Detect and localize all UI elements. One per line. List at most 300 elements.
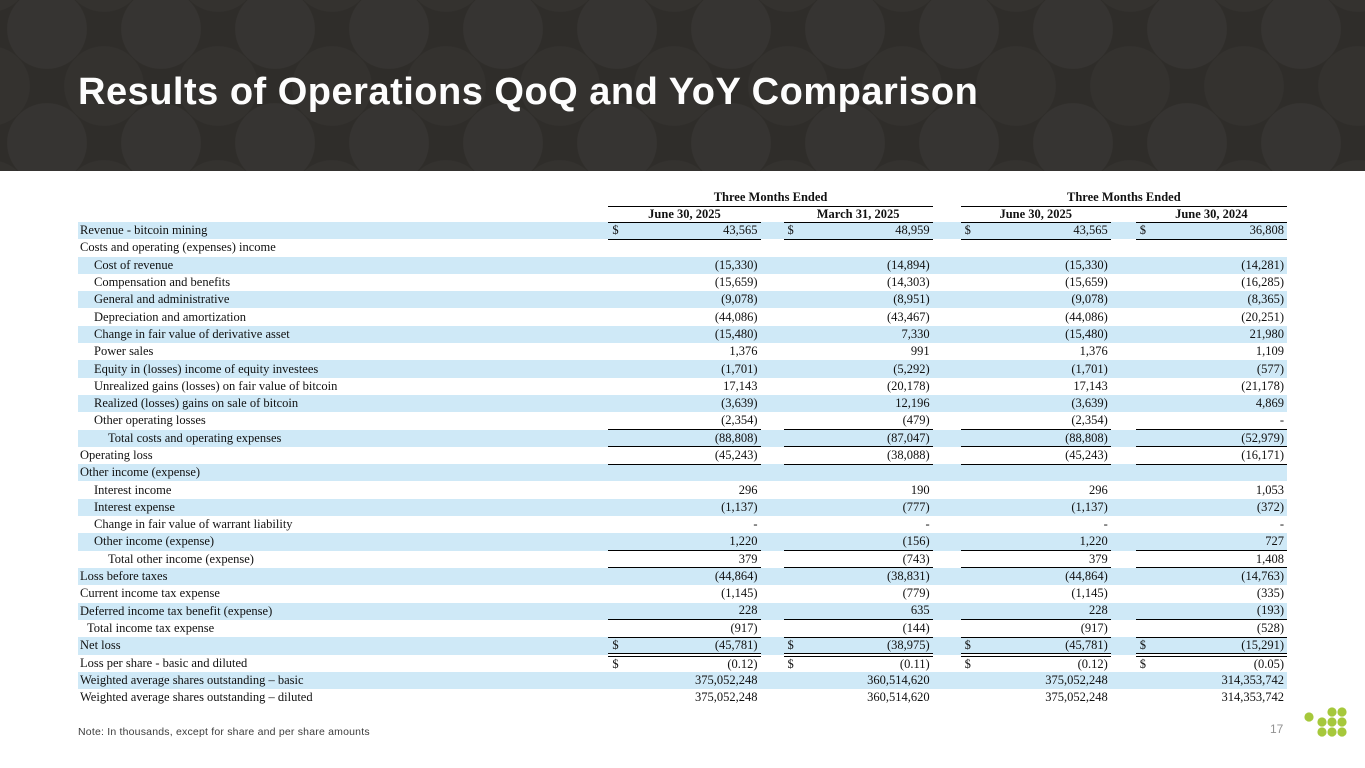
cell-value: [961, 308, 1111, 325]
cell-value: [1136, 516, 1287, 533]
numeric-value: (3,639): [721, 396, 758, 411]
numeric-value: 1,109: [1255, 344, 1284, 359]
row-label: Current income tax expense: [80, 586, 220, 601]
numeric-value: 635: [910, 603, 930, 618]
row-label: Costs and operating (expenses) income: [80, 240, 276, 255]
numeric-value: (45,781): [1065, 637, 1108, 652]
numeric-value: (479): [902, 413, 930, 428]
numeric-value: (372): [1256, 499, 1284, 514]
numeric-value: 17,143: [1073, 378, 1108, 393]
numeric-value: (14,281): [1241, 257, 1284, 272]
cell-value: [1136, 655, 1287, 672]
numeric-value: 314,353,742: [1221, 690, 1284, 705]
cell-value: [1136, 620, 1287, 637]
table-row: [78, 585, 1287, 602]
cell-value: [608, 326, 760, 343]
cell-value: [961, 689, 1111, 706]
cell-value: [608, 603, 760, 620]
cell-value: [784, 412, 933, 429]
numeric-value: (0.12): [1077, 656, 1108, 671]
page-title: Results of Operations QoQ and YoY Comparison: [78, 71, 979, 113]
cell-value: [608, 689, 760, 706]
table-row: [78, 655, 1287, 672]
cell-value: [784, 603, 933, 620]
table-row: [78, 620, 1287, 637]
cell-value: [608, 481, 760, 498]
table-row: [78, 395, 1287, 412]
cell-value: [961, 637, 1111, 655]
numeric-value: (15,480): [714, 326, 758, 341]
cell-value: [961, 412, 1111, 429]
numeric-value: (1,145): [1071, 586, 1108, 601]
numeric-value: (777): [902, 499, 930, 514]
cell-value: [961, 533, 1111, 550]
cell-value: [608, 516, 760, 533]
cell-value: [784, 533, 933, 550]
numeric-value: -: [1103, 517, 1108, 532]
cell-value: [608, 568, 760, 585]
cell-value: [1136, 274, 1287, 291]
cell-value: [1136, 343, 1287, 360]
table-row: [78, 326, 1287, 343]
numeric-value: 296: [1089, 482, 1108, 497]
numeric-value: (87,047): [886, 430, 930, 445]
cell-value: [1136, 672, 1287, 689]
dollar-sign: $: [612, 223, 619, 238]
table-row: [78, 516, 1287, 533]
row-label: General and administrative: [78, 291, 600, 308]
row-label: Other income (expense): [78, 533, 600, 550]
cell-value: [1136, 585, 1287, 602]
cell-value: [961, 620, 1111, 637]
table-row: [78, 257, 1287, 274]
numeric-value: (15,330): [1065, 257, 1108, 272]
row-label: Compensation and benefits: [94, 275, 231, 290]
footnote: Note: In thousands, except for share and per share amounts: [78, 726, 370, 738]
numeric-value: (14,894): [886, 257, 930, 272]
column-header: June 30, 2025: [608, 206, 760, 222]
numeric-value: (9,078): [721, 292, 758, 307]
cell-value: [608, 274, 760, 291]
table-row: [78, 343, 1287, 360]
numeric-value: 375,052,248: [1045, 673, 1108, 688]
cell-value: [1136, 603, 1287, 620]
cell-value: [608, 464, 760, 481]
row-label: Cost of revenue: [78, 257, 600, 274]
cell-value: [608, 499, 760, 516]
cell-value: [608, 620, 760, 637]
dollar-sign: $: [787, 223, 794, 238]
row-label: Other operating losses: [94, 413, 206, 428]
cell-value: [608, 360, 760, 377]
cell-value: [1136, 378, 1287, 395]
row-label: Interest expense: [78, 499, 600, 516]
cell-value: [961, 378, 1111, 395]
cell-value: [784, 430, 933, 447]
group-header-row: [78, 190, 1287, 206]
numeric-value: (577): [1256, 361, 1284, 376]
table-row: [78, 603, 1287, 620]
cell-value: [608, 551, 760, 568]
row-label: Total other income (expense): [108, 551, 254, 566]
numeric-value: (45,781): [714, 637, 758, 652]
dollar-sign: $: [1139, 656, 1147, 671]
cell-value: [608, 672, 760, 689]
numeric-value: (38,975): [886, 637, 930, 652]
cell-value: [608, 637, 760, 655]
cell-value: [961, 603, 1111, 620]
table-header: [78, 190, 1287, 222]
title-banner: [0, 0, 1365, 171]
numeric-value: 379: [1089, 551, 1108, 566]
date-header-row: [78, 206, 1287, 222]
numeric-value: -: [1279, 517, 1284, 532]
numeric-value: 375,052,248: [1045, 690, 1108, 705]
numeric-value: 314,353,742: [1221, 673, 1284, 688]
numeric-value: 36,808: [1249, 223, 1284, 238]
numeric-value: -: [1279, 413, 1284, 428]
cell-value: [608, 257, 760, 274]
cell-value: [1136, 637, 1287, 655]
row-label: Weighted average shares outstanding – basic: [78, 672, 600, 689]
row-label: Loss per share - basic and diluted: [80, 655, 248, 670]
dollar-sign: $: [964, 637, 971, 652]
numeric-value: 1,220: [1079, 534, 1108, 549]
numeric-value: (3,639): [1071, 396, 1108, 411]
row-label: Power sales: [94, 344, 154, 359]
column-header: June 30, 2024: [1136, 206, 1287, 222]
numeric-value: (0.11): [899, 656, 930, 671]
numeric-value: (193): [1256, 603, 1284, 618]
dot-matrix-logo-icon: [1302, 702, 1348, 742]
cell-value: [784, 291, 933, 308]
row-label: Change in fair value of warrant liability: [94, 517, 293, 532]
numeric-value: (2,354): [1071, 413, 1108, 428]
numeric-value: (0.05): [1253, 656, 1284, 671]
numeric-value: 1,220: [729, 534, 758, 549]
numeric-value: 190: [910, 482, 930, 497]
cell-value: [608, 378, 760, 395]
numeric-value: 228: [1089, 603, 1108, 618]
cell-value: [1136, 430, 1287, 447]
cell-value: [608, 447, 760, 464]
cell-value: [961, 481, 1111, 498]
cell-value: [1136, 395, 1287, 412]
cell-value: [1136, 551, 1287, 568]
numeric-value: (44,864): [1065, 569, 1108, 584]
row-label: Total costs and operating expenses: [78, 430, 600, 447]
row-label: Weighted average shares outstanding – diluted: [80, 690, 313, 705]
column-header: June 30, 2025: [961, 206, 1111, 222]
dollar-sign: $: [612, 637, 619, 652]
cell-value: [784, 222, 933, 239]
cell-value: [608, 395, 760, 412]
cell-value: [961, 568, 1111, 585]
cell-value: [784, 378, 933, 395]
cell-value: [608, 585, 760, 602]
numeric-value: (20,251): [1241, 309, 1284, 324]
cell-value: [1136, 464, 1287, 481]
table-row: [78, 239, 1287, 256]
cell-value: [608, 430, 760, 447]
table-row: [78, 430, 1287, 447]
table-body: [78, 222, 1287, 707]
numeric-value: 991: [910, 344, 930, 359]
cell-value: [961, 274, 1111, 291]
table-row: [78, 568, 1287, 585]
numeric-value: 727: [1265, 534, 1284, 549]
row-label: Other income (expense): [78, 464, 600, 481]
cell-value: [961, 447, 1111, 464]
table-row: [78, 464, 1287, 481]
cell-value: [1136, 689, 1287, 706]
numeric-value: (2,354): [721, 413, 758, 428]
cell-value: [608, 291, 760, 308]
numeric-value: (43,467): [886, 309, 930, 324]
numeric-value: 4,869: [1255, 396, 1284, 411]
group-header: Three Months Ended: [608, 190, 932, 206]
group-header: Three Months Ended: [961, 190, 1287, 206]
numeric-value: 12,196: [895, 396, 930, 411]
numeric-value: 43,565: [723, 223, 758, 238]
cell-value: [784, 516, 933, 533]
cell-value: [961, 672, 1111, 689]
table-row: [78, 308, 1287, 325]
row-label: Realized (losses) gains on sale of bitcoin: [78, 395, 600, 412]
numeric-value: 375,052,248: [695, 690, 758, 705]
cell-value: [608, 655, 760, 672]
numeric-value: (0.12): [727, 656, 758, 671]
numeric-value: (44,864): [714, 569, 758, 584]
cell-value: [1136, 412, 1287, 429]
table-row: [78, 360, 1287, 377]
dollar-sign: $: [787, 656, 794, 671]
dollar-sign: $: [1139, 223, 1147, 238]
numeric-value: 379: [738, 551, 758, 566]
cell-value: [608, 222, 760, 239]
cell-value: [784, 274, 933, 291]
cell-value: [784, 464, 933, 481]
numeric-value: 7,330: [901, 326, 930, 341]
cell-value: [784, 585, 933, 602]
numeric-value: (15,291): [1241, 637, 1284, 652]
cell-value: [784, 481, 933, 498]
cell-value: [1136, 499, 1287, 516]
numeric-value: (16,285): [1241, 275, 1284, 290]
table-row: [78, 274, 1287, 291]
row-label: Interest income: [94, 482, 172, 497]
dollar-sign: $: [612, 656, 619, 671]
row-label: Equity in (losses) income of equity investees: [78, 360, 600, 377]
cell-value: [608, 533, 760, 550]
cell-value: [961, 326, 1111, 343]
dollar-sign: $: [964, 656, 971, 671]
cell-value: [961, 395, 1111, 412]
cell-value: [784, 689, 933, 706]
table-row: [78, 551, 1287, 568]
numeric-value: (88,808): [714, 430, 758, 445]
numeric-value: -: [753, 517, 758, 532]
table-row: [78, 499, 1287, 516]
numeric-value: 43,565: [1073, 223, 1108, 238]
cell-value: [961, 499, 1111, 516]
cell-value: [961, 222, 1111, 239]
cell-value: [784, 257, 933, 274]
cell-value: [1136, 257, 1287, 274]
cell-value: [784, 239, 933, 256]
cell-value: [608, 239, 760, 256]
table-row: [78, 291, 1287, 308]
numeric-value: (52,979): [1241, 430, 1284, 445]
numeric-value: 1,376: [729, 344, 758, 359]
cell-value: [1136, 481, 1287, 498]
table-row: [78, 689, 1287, 706]
row-label: Total income tax expense: [87, 620, 215, 635]
cell-value: [608, 308, 760, 325]
cell-value: [784, 326, 933, 343]
table-row: [78, 533, 1287, 550]
table-row: [78, 481, 1287, 498]
numeric-value: 375,052,248: [695, 673, 758, 688]
numeric-value: (917): [730, 620, 758, 635]
results-table-container: [78, 190, 1287, 707]
numeric-value: 21,980: [1249, 326, 1284, 341]
numeric-value: (14,763): [1241, 569, 1284, 584]
numeric-value: (8,951): [893, 292, 930, 307]
cell-value: [784, 395, 933, 412]
cell-value: [1136, 308, 1287, 325]
cell-value: [961, 343, 1111, 360]
numeric-value: 296: [738, 482, 758, 497]
results-table: [78, 190, 1287, 707]
cell-value: [1136, 533, 1287, 550]
cell-value: [961, 464, 1111, 481]
numeric-value: (45,243): [714, 448, 758, 462]
row-label: Change in fair value of derivative asset: [78, 326, 600, 343]
numeric-value: 48,959: [895, 223, 930, 238]
numeric-value: (144): [902, 620, 930, 635]
cell-value: [784, 672, 933, 689]
cell-value: [784, 637, 933, 655]
cell-value: [961, 430, 1111, 447]
numeric-value: (1,137): [1071, 499, 1108, 514]
numeric-value: (15,330): [714, 257, 758, 272]
cell-value: [961, 239, 1111, 256]
cell-value: [784, 620, 933, 637]
numeric-value: (38,831): [886, 569, 930, 584]
cell-value: [1136, 447, 1287, 464]
row-label: Operating loss: [80, 448, 153, 462]
cell-value: [784, 360, 933, 377]
cell-value: [784, 499, 933, 516]
cell-value: [784, 568, 933, 585]
cell-value: [784, 343, 933, 360]
numeric-value: (9,078): [1071, 292, 1108, 307]
cell-value: [1136, 568, 1287, 585]
dollar-sign: $: [964, 223, 971, 238]
row-label: Deferred income tax benefit (expense): [78, 603, 600, 620]
table-row: [78, 447, 1287, 464]
cell-value: [961, 585, 1111, 602]
table-row: [78, 378, 1287, 395]
numeric-value: 228: [738, 603, 758, 618]
numeric-value: (8,365): [1247, 292, 1284, 307]
cell-value: [1136, 326, 1287, 343]
row-label: Loss before taxes: [78, 568, 600, 585]
numeric-value: (156): [902, 534, 930, 549]
row-label: Depreciation and amortization: [94, 309, 247, 324]
numeric-value: (1,701): [721, 361, 758, 376]
table-row: [78, 412, 1287, 429]
numeric-value: (16,171): [1241, 448, 1284, 462]
numeric-value: (1,701): [1071, 361, 1108, 376]
cell-value: [1136, 291, 1287, 308]
row-label: Revenue - bitcoin mining: [78, 222, 600, 239]
column-header: March 31, 2025: [784, 206, 933, 222]
numeric-value: (528): [1256, 620, 1284, 635]
numeric-value: 1,408: [1255, 551, 1284, 566]
cell-value: [784, 447, 933, 464]
cell-value: [784, 655, 933, 672]
cell-value: [1136, 360, 1287, 377]
cell-value: [961, 516, 1111, 533]
numeric-value: (779): [902, 586, 930, 601]
numeric-value: (38,088): [886, 448, 930, 462]
page-number: 17: [1270, 722, 1284, 736]
numeric-value: (14,303): [886, 275, 930, 290]
dollar-sign: $: [787, 637, 794, 652]
dollar-sign: $: [1139, 637, 1147, 652]
numeric-value: (44,086): [714, 309, 758, 324]
cell-value: [784, 551, 933, 568]
cell-value: [961, 360, 1111, 377]
numeric-value: (45,243): [1065, 448, 1108, 462]
cell-value: [961, 257, 1111, 274]
cell-value: [608, 412, 760, 429]
numeric-value: 1,376: [1079, 344, 1108, 359]
numeric-value: (743): [902, 551, 930, 566]
cell-value: [961, 655, 1111, 672]
numeric-value: 360,514,620: [867, 673, 930, 688]
numeric-value: (15,659): [1065, 275, 1108, 290]
table-row: [78, 672, 1287, 689]
numeric-value: (335): [1256, 586, 1284, 601]
cell-value: [1136, 239, 1287, 256]
table-row: [78, 222, 1287, 239]
table-row: [78, 637, 1287, 655]
numeric-value: (21,178): [1241, 378, 1284, 393]
numeric-value: (15,659): [714, 275, 758, 290]
numeric-value: (917): [1080, 620, 1108, 635]
cell-value: [961, 551, 1111, 568]
row-label: Net loss: [78, 637, 600, 655]
numeric-value: (44,086): [1065, 309, 1108, 324]
numeric-value: 360,514,620: [867, 690, 930, 705]
numeric-value: (20,178): [886, 378, 930, 393]
numeric-value: -: [925, 517, 930, 532]
row-label: Unrealized gains (losses) on fair value of bitcoin: [94, 378, 338, 393]
cell-value: [1136, 222, 1287, 239]
numeric-value: (1,145): [721, 586, 758, 601]
numeric-value: (15,480): [1065, 326, 1108, 341]
numeric-value: 17,143: [723, 378, 758, 393]
numeric-value: (1,137): [721, 499, 758, 514]
cell-value: [608, 343, 760, 360]
numeric-value: (5,292): [893, 361, 930, 376]
cell-value: [961, 291, 1111, 308]
numeric-value: (88,808): [1065, 430, 1108, 445]
cell-value: [784, 308, 933, 325]
